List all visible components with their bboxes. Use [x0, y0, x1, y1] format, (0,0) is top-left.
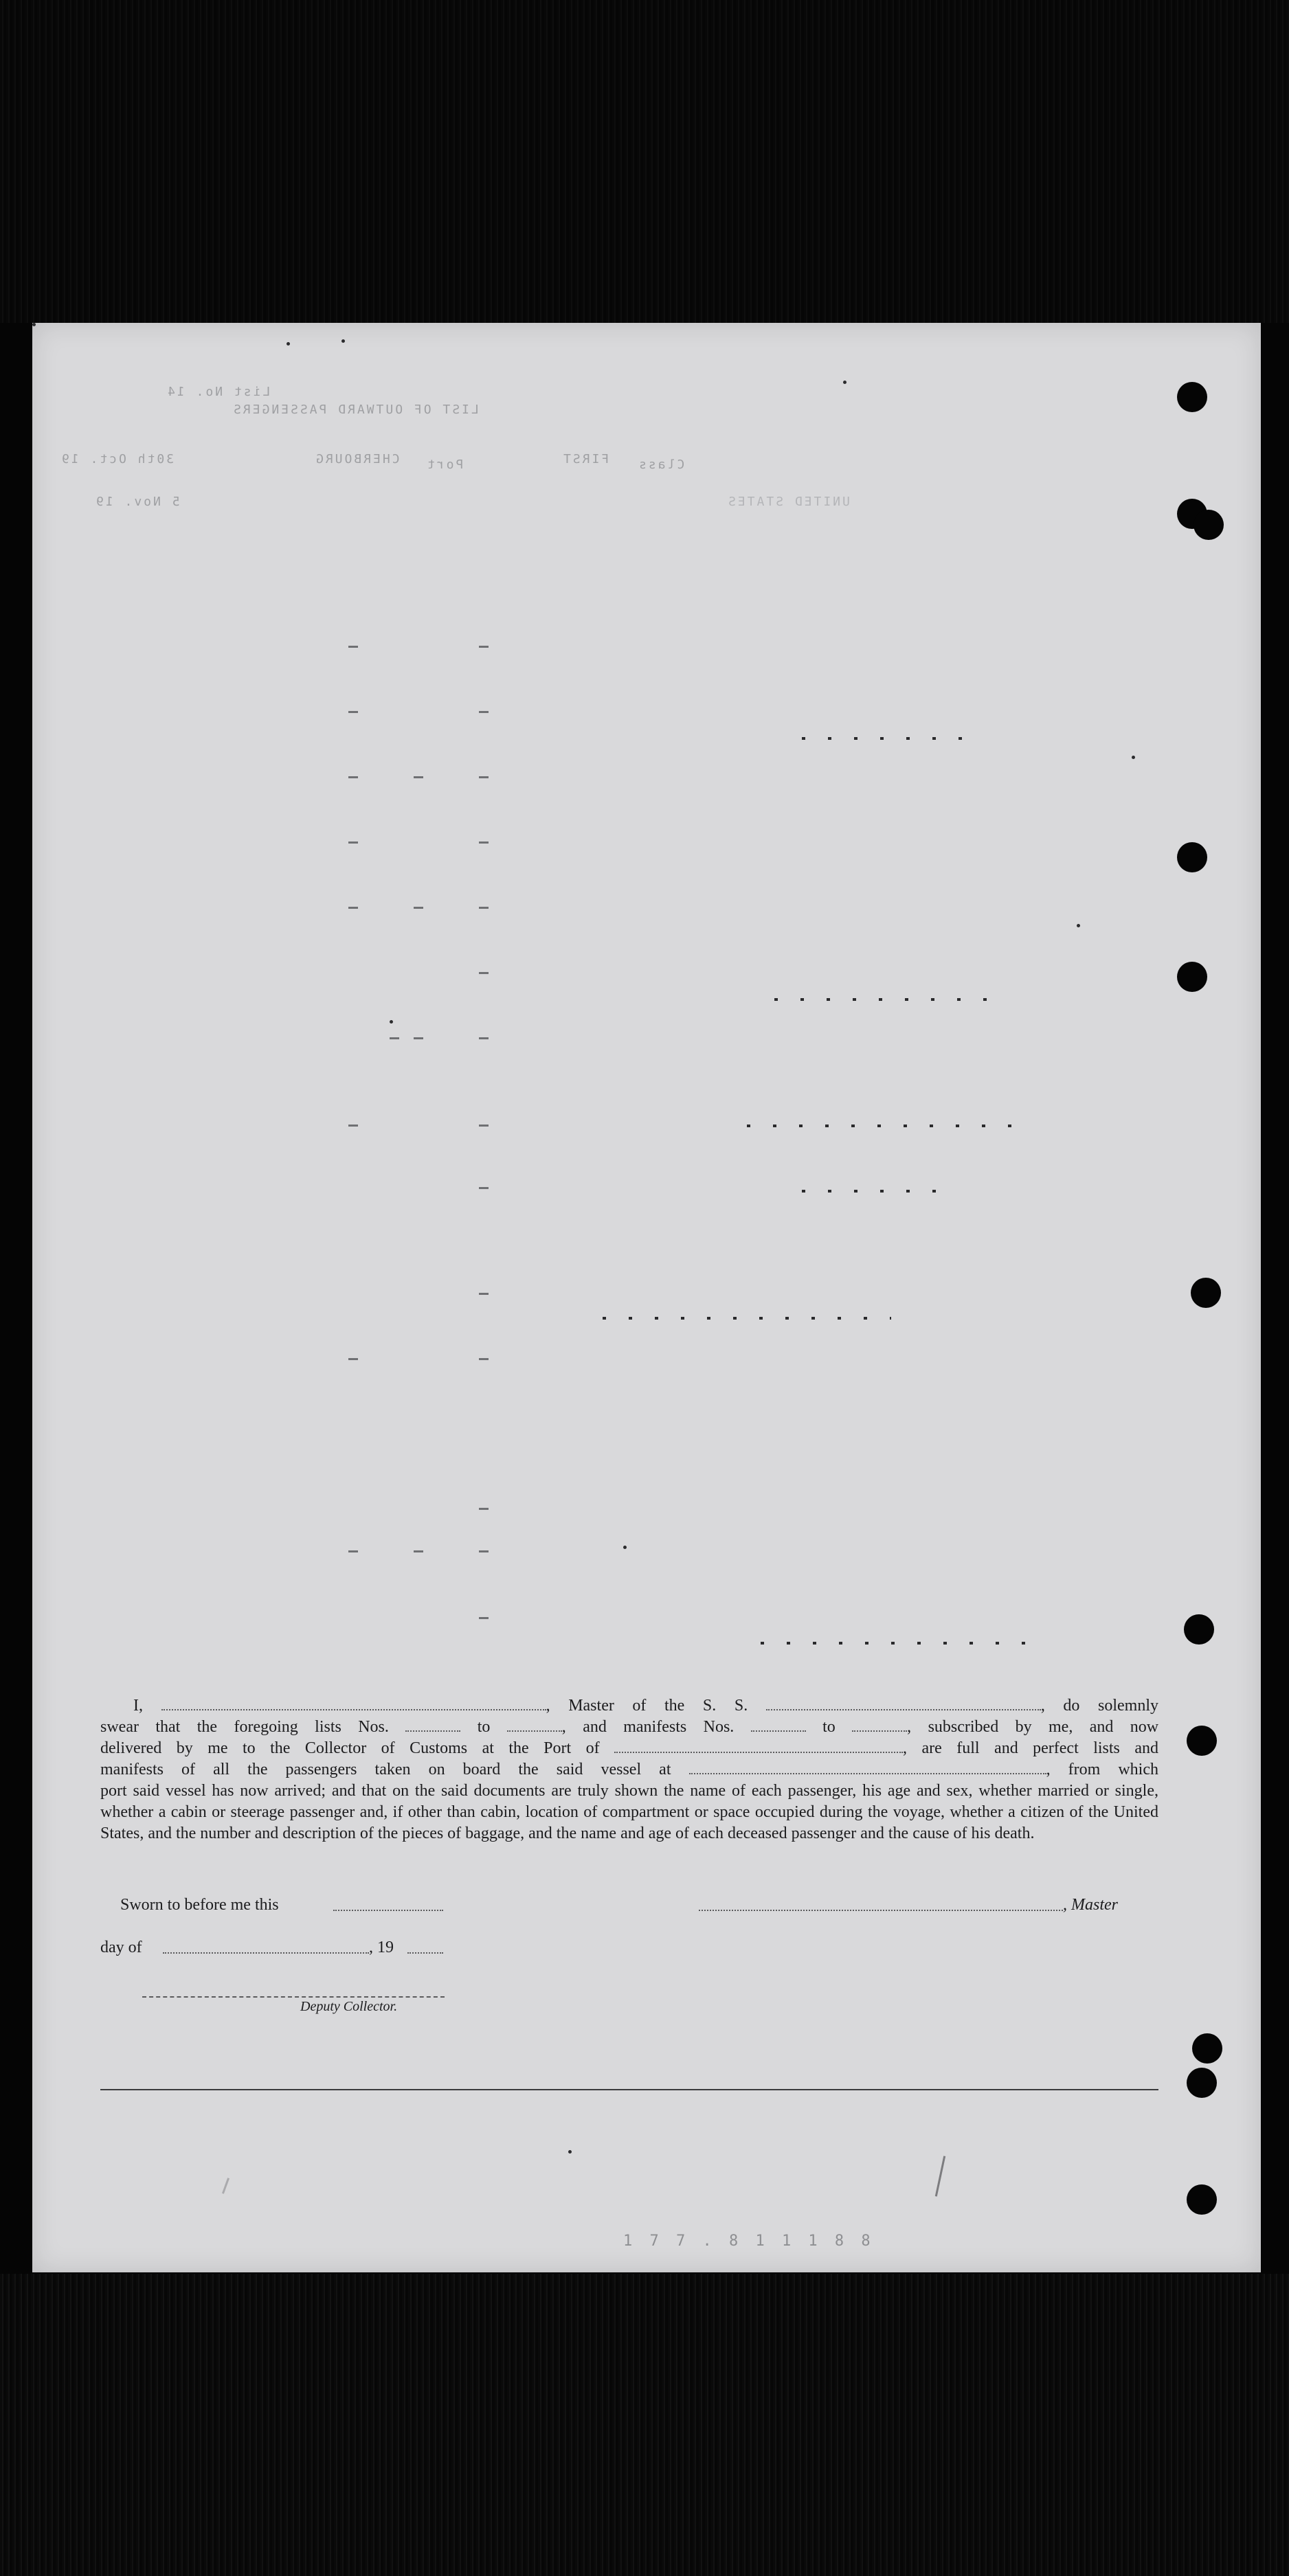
manifest-to-field [852, 1718, 907, 1732]
day-of-label: day of [100, 1939, 142, 1956]
captain-name-field [161, 1697, 546, 1710]
master-signature-field [699, 1910, 1063, 1911]
sworn-day-field [333, 1910, 443, 1911]
punch-hole [1193, 510, 1224, 540]
punch-hole [1177, 842, 1207, 872]
list-from-field [405, 1718, 460, 1732]
punch-hole [1184, 1614, 1214, 1645]
class-value: FIRST [561, 452, 609, 466]
month-field [163, 1952, 369, 1954]
master-label: , Master [1063, 1896, 1118, 1914]
oath-paragraph: I, , Master of the S. S. , do solemnly swear that the foregoing lists Nos. to , and manifests Nos. to , subscribed by me, and now delivered by me to the Collector of Customs at the Port of , are full and perfect lists and manifests of all the passengers taken on board the said vessel at , from which port said vessel has now arrived; and that on the said documents are truly shown the name of each passenger, his age and sex, whether married or single, whether a cabin or steerage passenger and, if other than cabin, location of compartment or space occupied during the voyage, whether a citizen of the United States, and the number and description of the pieces of baggage, and the name and age of each deceased passenger and the cause of his death. [100, 1697, 1159, 1842]
list-number: List No. 14 [166, 385, 271, 399]
list-to-field [507, 1718, 562, 1732]
scan-background-top [0, 0, 1289, 323]
class-label: Class [637, 457, 685, 472]
arrival-port-field [614, 1739, 903, 1753]
port-label: Port [425, 457, 464, 472]
punch-hole [1177, 382, 1207, 412]
scan-background-bottom [0, 2274, 1289, 2576]
bottom-rule [100, 2089, 1158, 2090]
ship-name-field [766, 1697, 1041, 1710]
list-title: LIST OF OUTWARD PASSENGERS [232, 403, 479, 417]
punch-hole [1192, 2033, 1222, 2064]
section-title: UNITED STATES [726, 495, 850, 509]
punch-hole [1177, 962, 1207, 992]
date-arrived: 5 Nov. 19 [94, 495, 180, 509]
deputy-collector-label: Deputy Collector. [300, 1999, 398, 2014]
year-label: , 19 [369, 1939, 394, 1956]
punch-hole [1191, 1278, 1221, 1308]
manifest-page [32, 323, 1261, 2272]
manifest-from-field [751, 1718, 806, 1732]
deputy-signature-field [142, 1996, 445, 1998]
sworn-label: Sworn to before me this [120, 1896, 279, 1914]
bleed-through-footer: 1 7 7 . 8 1 1 1 8 8 [623, 2233, 875, 2250]
punch-hole [1187, 1726, 1217, 1756]
departure-port-field [689, 1761, 1046, 1774]
punch-hole [1187, 2068, 1217, 2098]
date-sailed: 30th Oct. 19 [60, 452, 175, 466]
port-value: CHERBOURG [314, 452, 400, 466]
punch-hole [1187, 2184, 1217, 2215]
year-field [407, 1952, 443, 1954]
